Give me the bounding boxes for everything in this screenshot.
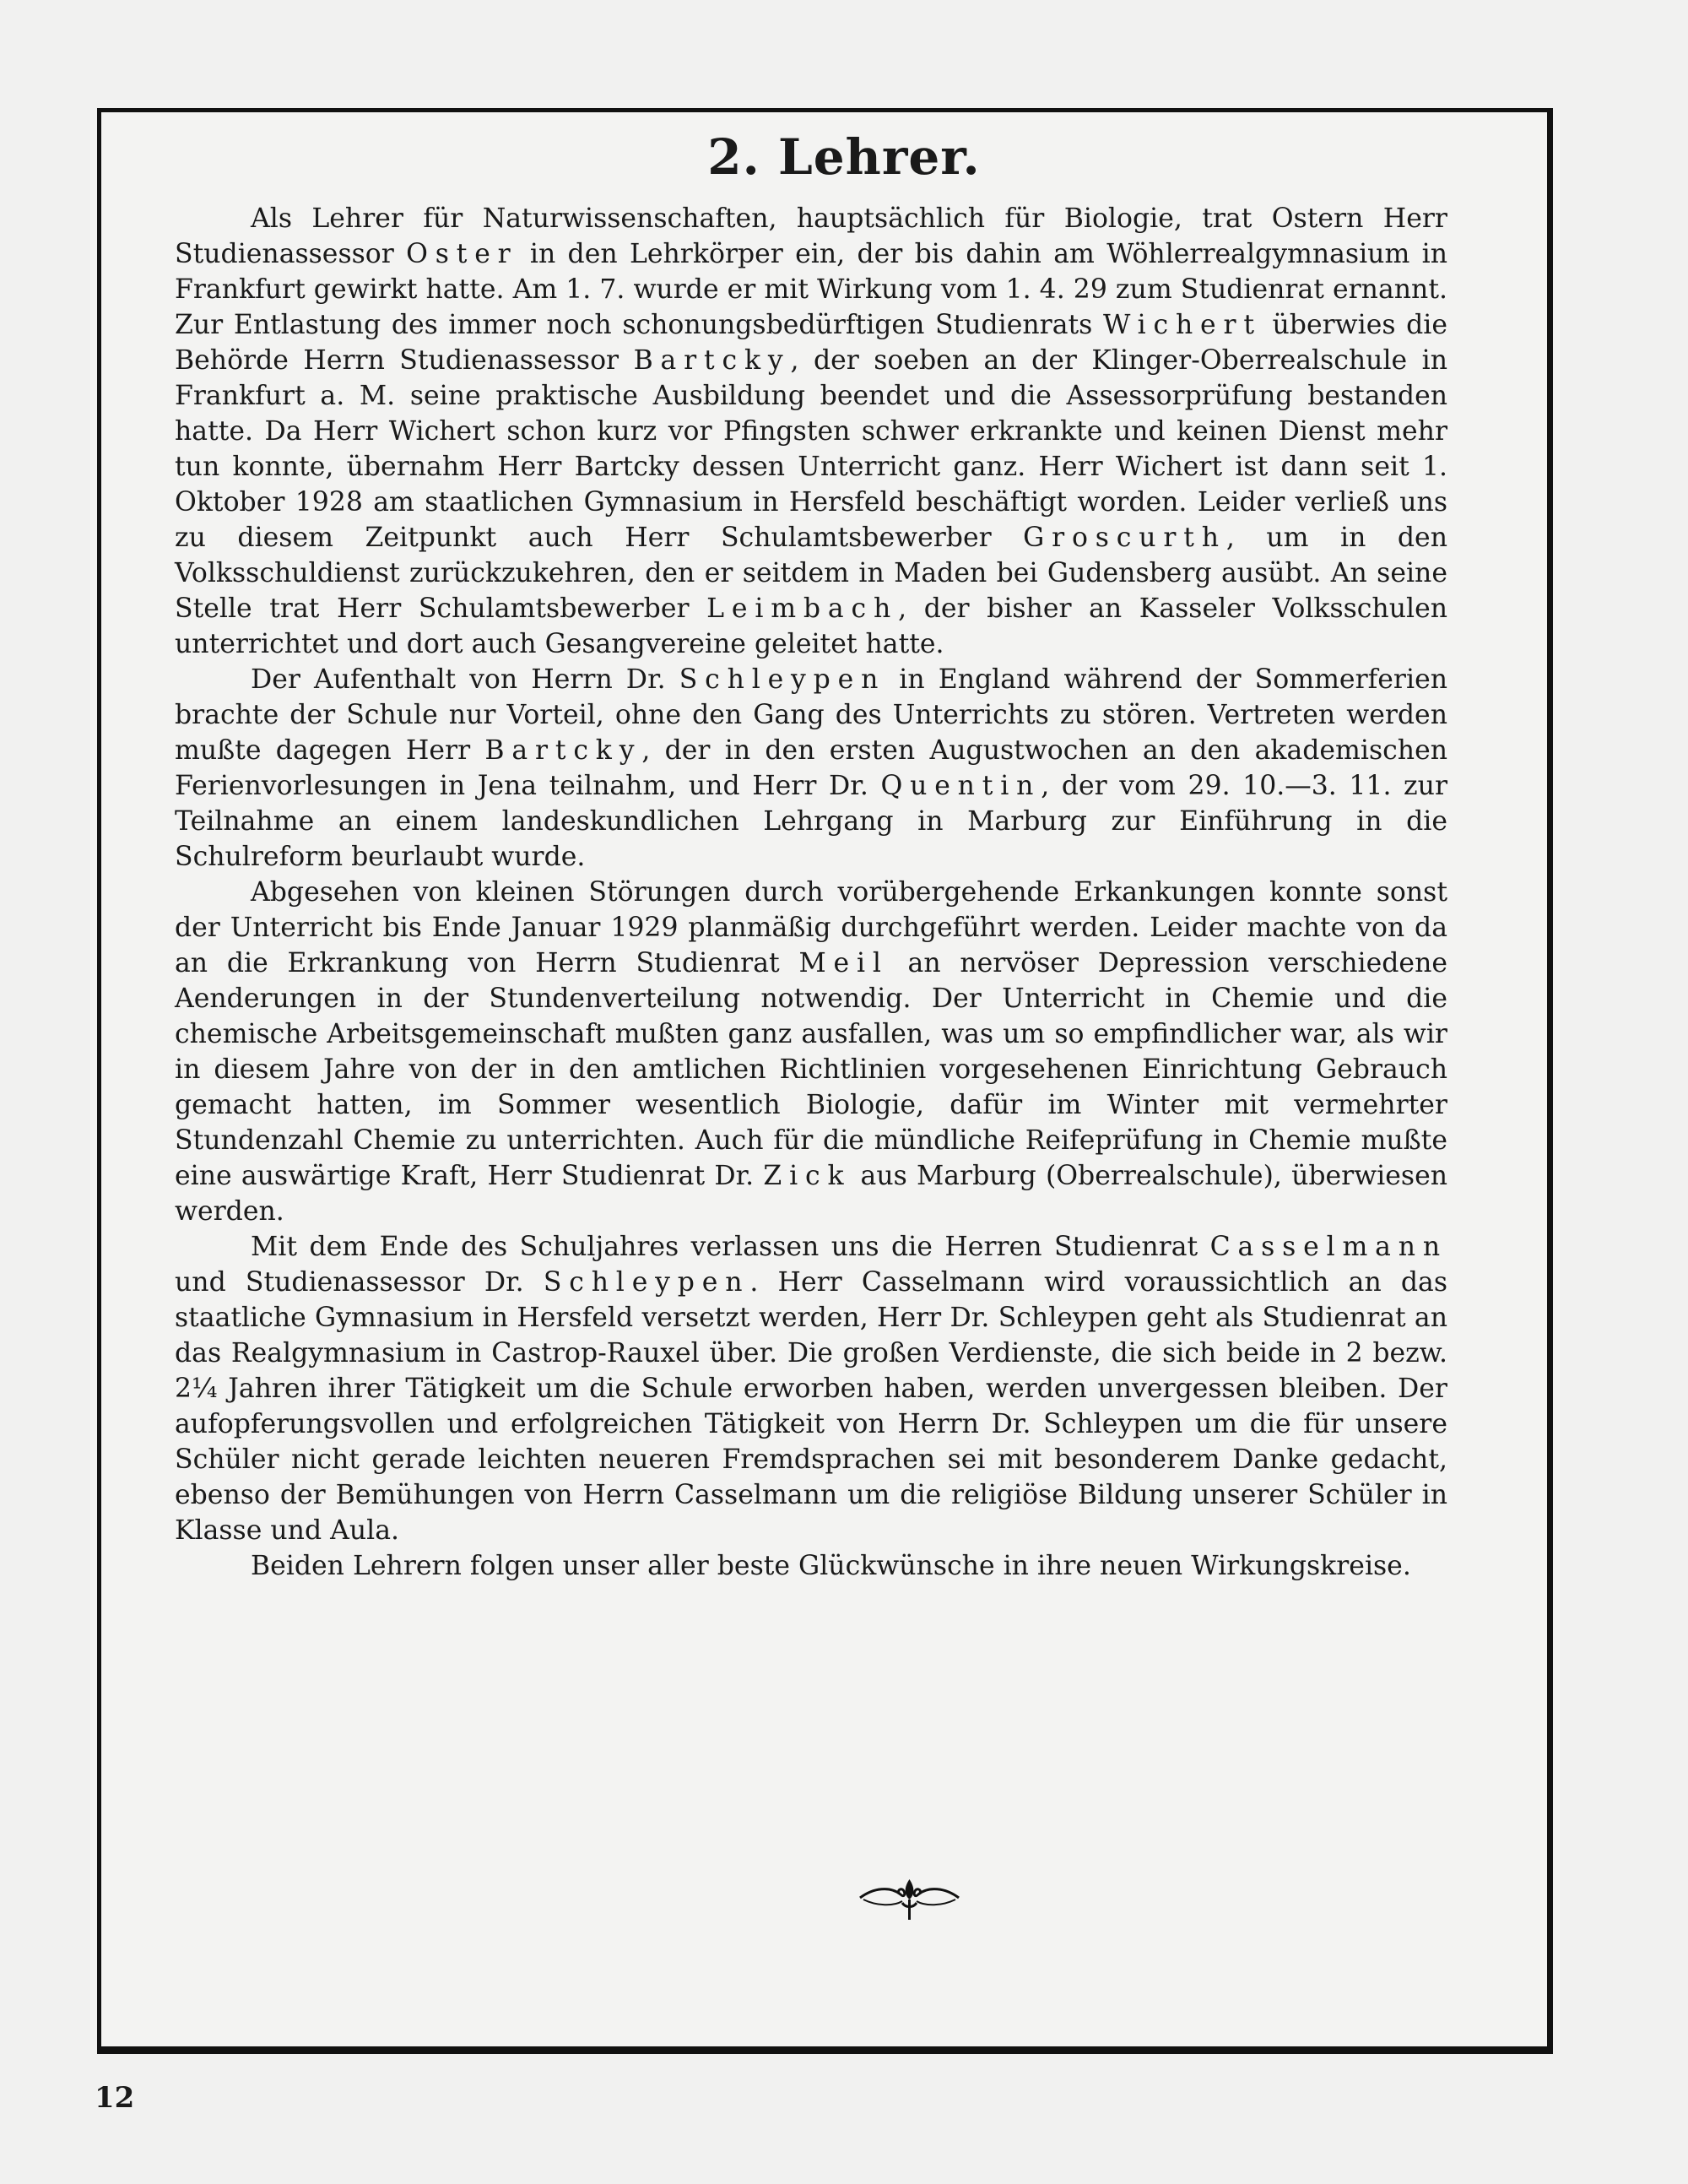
name-spaced: Leimbach xyxy=(706,593,899,624)
name-spaced: Schleypen xyxy=(679,664,886,695)
name-spaced: Schleypen xyxy=(543,1267,750,1298)
text-run: Mit dem Ende des Schuljahres verlassen uns die Herren Studienrat xyxy=(251,1232,1210,1262)
text-run: und Studienassessor Dr. xyxy=(175,1267,544,1298)
name-spaced: Quentin xyxy=(880,771,1041,801)
name-spaced: Zick xyxy=(763,1161,852,1191)
paragraph-5 xyxy=(175,1548,1447,1584)
text-run: , um in den Volksschuldienst zurückzukehren, den er seitdem in Maden bei Gudensberg ausübt. An seine Stelle trat Herr Schulamtsbewerber xyxy=(175,523,1447,624)
name-spaced: Wichert xyxy=(1102,310,1262,340)
text-run: Der Aufenthalt von Herrn Dr. xyxy=(251,664,679,695)
name-spaced: Meil xyxy=(798,948,889,978)
text-run: Beiden Lehrern folgen unser aller beste Glückwünsche in ihre neuen Wirkungskreise. xyxy=(251,1551,1411,1581)
text-run: aus Marburg (Oberrealschule), überwiesen werden. xyxy=(175,1161,1447,1227)
paragraph-4 xyxy=(175,1229,1447,1548)
text-run: an nervöser Depression verschiedene Aenderungen in der Stundenverteilung notwendig. Der Unterricht in Chemie und die chemische Arbeitsgemeinschaft mußten ganz ausfallen, was um so empfindlicher war, als wir in diesem Jahre von der in den amtlichen Richtlinien vorgesehenen Einrichtung Gebrauch gemacht hatten, im Sommer wesentlich Biologie, dafür im Winter mit vermehrter Stundenzahl Chemie zu unterrichten. Auch für die mündliche Reifeprüfung in Chemie mußte eine auswärtige Kraft, Herr Studienrat Dr. xyxy=(175,948,1447,1191)
paragraph-1 xyxy=(175,201,1447,662)
text-run: Als Lehrer für Naturwissenschaften, hauptsächlich für Biologie, trat Ostern Herr Studienassessor xyxy=(175,203,1447,269)
name-spaced: Bartcky xyxy=(633,345,791,376)
page-number: 12 xyxy=(95,2081,135,2115)
text-run: , der vom 29. 10.—3. 11. zur Teilnahme an einem landeskundlichen Lehrgang in Marburg zur Einführung in die Schulreform beurlaubt wurde. xyxy=(175,771,1447,872)
text-run: . Herr Casselmann wird voraussichtlich an das staatliche Gymnasium in Hersfeld versetzt werden, Herr Dr. Schleypen geht als Studienrat an das Realgymnasium in Castrop-Rauxel über. Die großen Verdienste, die sich beide in 2 bezw. 2¼ Jahren ihrer Tätigkeit um die Schule erworben haben, werden unvergessen bleiben. Der aufopferungsvollen und erfolgreichen Tätigkeit von Herrn Dr. Schleypen um die für unsere Schüler nicht gerade leichten neueren Fremdsprachen sei mit besonderem Danke gedacht, ebenso der Bemühungen von Herrn Casselmann um die religiöse Bildung unserer Schüler in Klasse und Aula. xyxy=(175,1267,1447,1546)
name-spaced: Oster xyxy=(406,239,518,269)
text-run: , der bisher an Kasseler Volksschulen unterrichtet und dort auch Gesangvereine geleitet hatte. xyxy=(175,593,1448,659)
text-run: in den Lehrkörper ein, der bis dahin am Wöhlerrealgymnasium in Frankfurt gewirkt hatte. Am 1. 7. wurde er mit Wirkung vom 1. 4. 29 zum Studienrat ernannt. Zur Entlastung des immer noch schonungsbedürftigen Studienrats xyxy=(175,239,1447,340)
text-run: Abgesehen von kleinen Störungen durch vorübergehende Erkankungen konnte sonst der Unterricht bis Ende Januar 1929 planmäßig durchgeführt werden. Leider machte von da an die Erkrankung von Herrn Studienrat xyxy=(175,877,1447,978)
name-spaced: Casselmann xyxy=(1209,1232,1447,1262)
ornament-vignette-icon xyxy=(857,1872,962,1923)
text-run: , der soeben an der Klinger-Oberrealschule in Frankfurt a. M. seine praktische Ausbildung beendet und die Assessorprüfung bestanden hatte. Da Herr Wichert schon kurz vor Pfingsten schwer erkrankte und keinen Dienst mehr tun konnte, übernahm Herr Bartcky dessen Unterricht ganz. Herr Wichert ist dann seit 1. Oktober 1928 am staatlichen Gymnasium in Hersfeld beschäftigt worden. Leider verließ uns zu diesem Zeitpunkt auch Herr Schulamtsbewerber xyxy=(175,345,1447,553)
text-run: in England während der Sommerferien brachte der Schule nur Vorteil, ohne den Gang des Unterrichts zu stören. Vertreten werden mußte dagegen Herr xyxy=(175,664,1447,766)
page-heading: 2. Lehrer. xyxy=(707,128,981,186)
name-spaced: Bartcky xyxy=(484,735,642,766)
name-spaced: Groscurth xyxy=(1023,523,1226,553)
paragraph-2 xyxy=(175,662,1447,875)
text-run: überwies die Behörde Herrn Studienassessor xyxy=(175,310,1447,376)
article-body xyxy=(175,201,1447,1584)
text-run: , der in den ersten Augustwochen an den akademischen Ferienvorlesungen in Jena teilnahm, und Herr Dr. xyxy=(175,735,1447,801)
paragraph-3 xyxy=(175,875,1447,1229)
